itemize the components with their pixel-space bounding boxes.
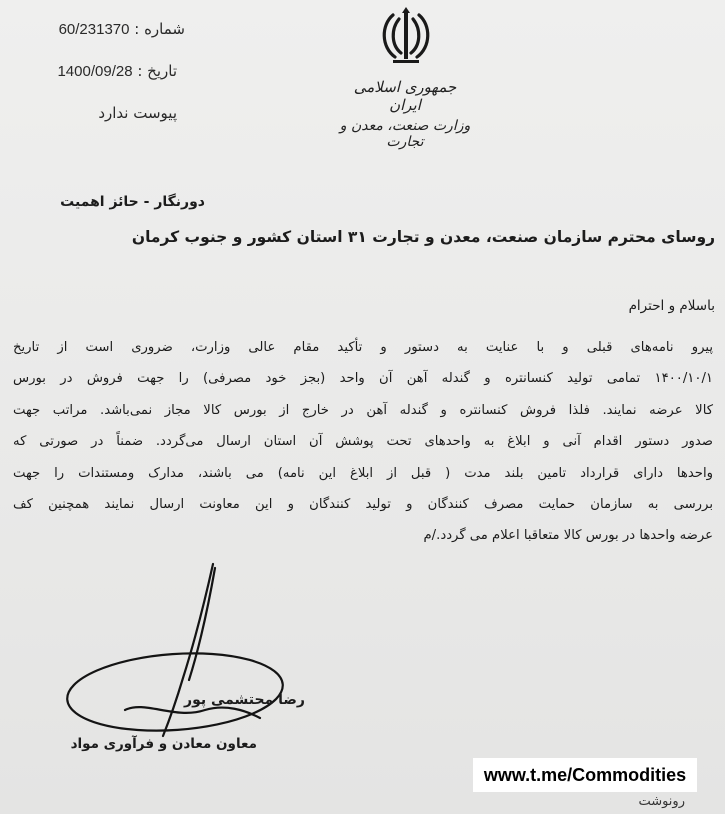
- greeting-line: باسلام و احترام: [628, 298, 715, 314]
- letter-number-value: 60/231370: [58, 21, 130, 38]
- letter-number: [59, 20, 185, 38]
- signer-title: معاون معادن و فرآوری مواد: [70, 736, 257, 752]
- body-line: صدور دستور اقدام آنی و ابلاغ به واحدهای تحت پوشش آن استان ارسال می‌گردد. ضمناً در صورتی که: [13, 434, 713, 450]
- letter-number-label: شماره :: [134, 20, 185, 38]
- body-line: عرضه واحدها در بورس کالا متعاقبا اعلام می گردد./م: [423, 528, 713, 544]
- addressee-line: روسای محترم سازمان صنعت، معدن و تجارت ۳۱ استان کشور و جنوب کرمان: [131, 228, 715, 246]
- priority-label: دورنگار - حائز اهمیت: [60, 194, 205, 210]
- handwritten-signature: [55, 560, 305, 750]
- iran-emblem-icon: [375, 5, 437, 67]
- letter-date: [57, 62, 177, 80]
- body-line: پیرو نامه‌های قبلی و با عنایت به دستور و تأکید مقام عالی وزارت، ضروری است از تاریخ: [13, 340, 713, 355]
- copy-note: رونوشت: [638, 794, 685, 809]
- body-line: بررسی به سازمان حمایت مصرف کنندگان و تولید کنندگان و این معاونت ارسال نمایند همچنین کف: [13, 497, 713, 513]
- attachment-note: پیوست ندارد: [98, 104, 177, 122]
- signer-name: رضا محتشمی پور: [184, 692, 305, 708]
- body-line: واحدها دارای قرارداد تامین بلند مدت ( قبل از ابلاغ این نامه) می باشند، مدارک ومستندات را جهت: [13, 465, 713, 481]
- body-line: کالا عرضه نمایند. فلذا فروش کنسانتره و گندله آهن در خارج از بورس کالا مجاز نمی‌باشد. مراتب جهت: [13, 402, 713, 418]
- ministry-heading: وزارت صنعت، معدن و تجارت: [339, 118, 471, 150]
- letter-body: [13, 332, 713, 552]
- letter-date-label: تاریخ :: [137, 62, 177, 80]
- body-line: ۱۴۰۰/۱۰/۱ تمامی تولید کنسانتره و گندله آهن آن واحد (بجز خود مصرفی) را جهت فروش در بورس: [13, 371, 713, 387]
- channel-watermark: www.t.me/Commodities: [473, 758, 697, 792]
- republic-heading: جمهوری اسلامی ایران: [353, 78, 457, 114]
- letter-date-value: 1400/09/28: [57, 63, 133, 80]
